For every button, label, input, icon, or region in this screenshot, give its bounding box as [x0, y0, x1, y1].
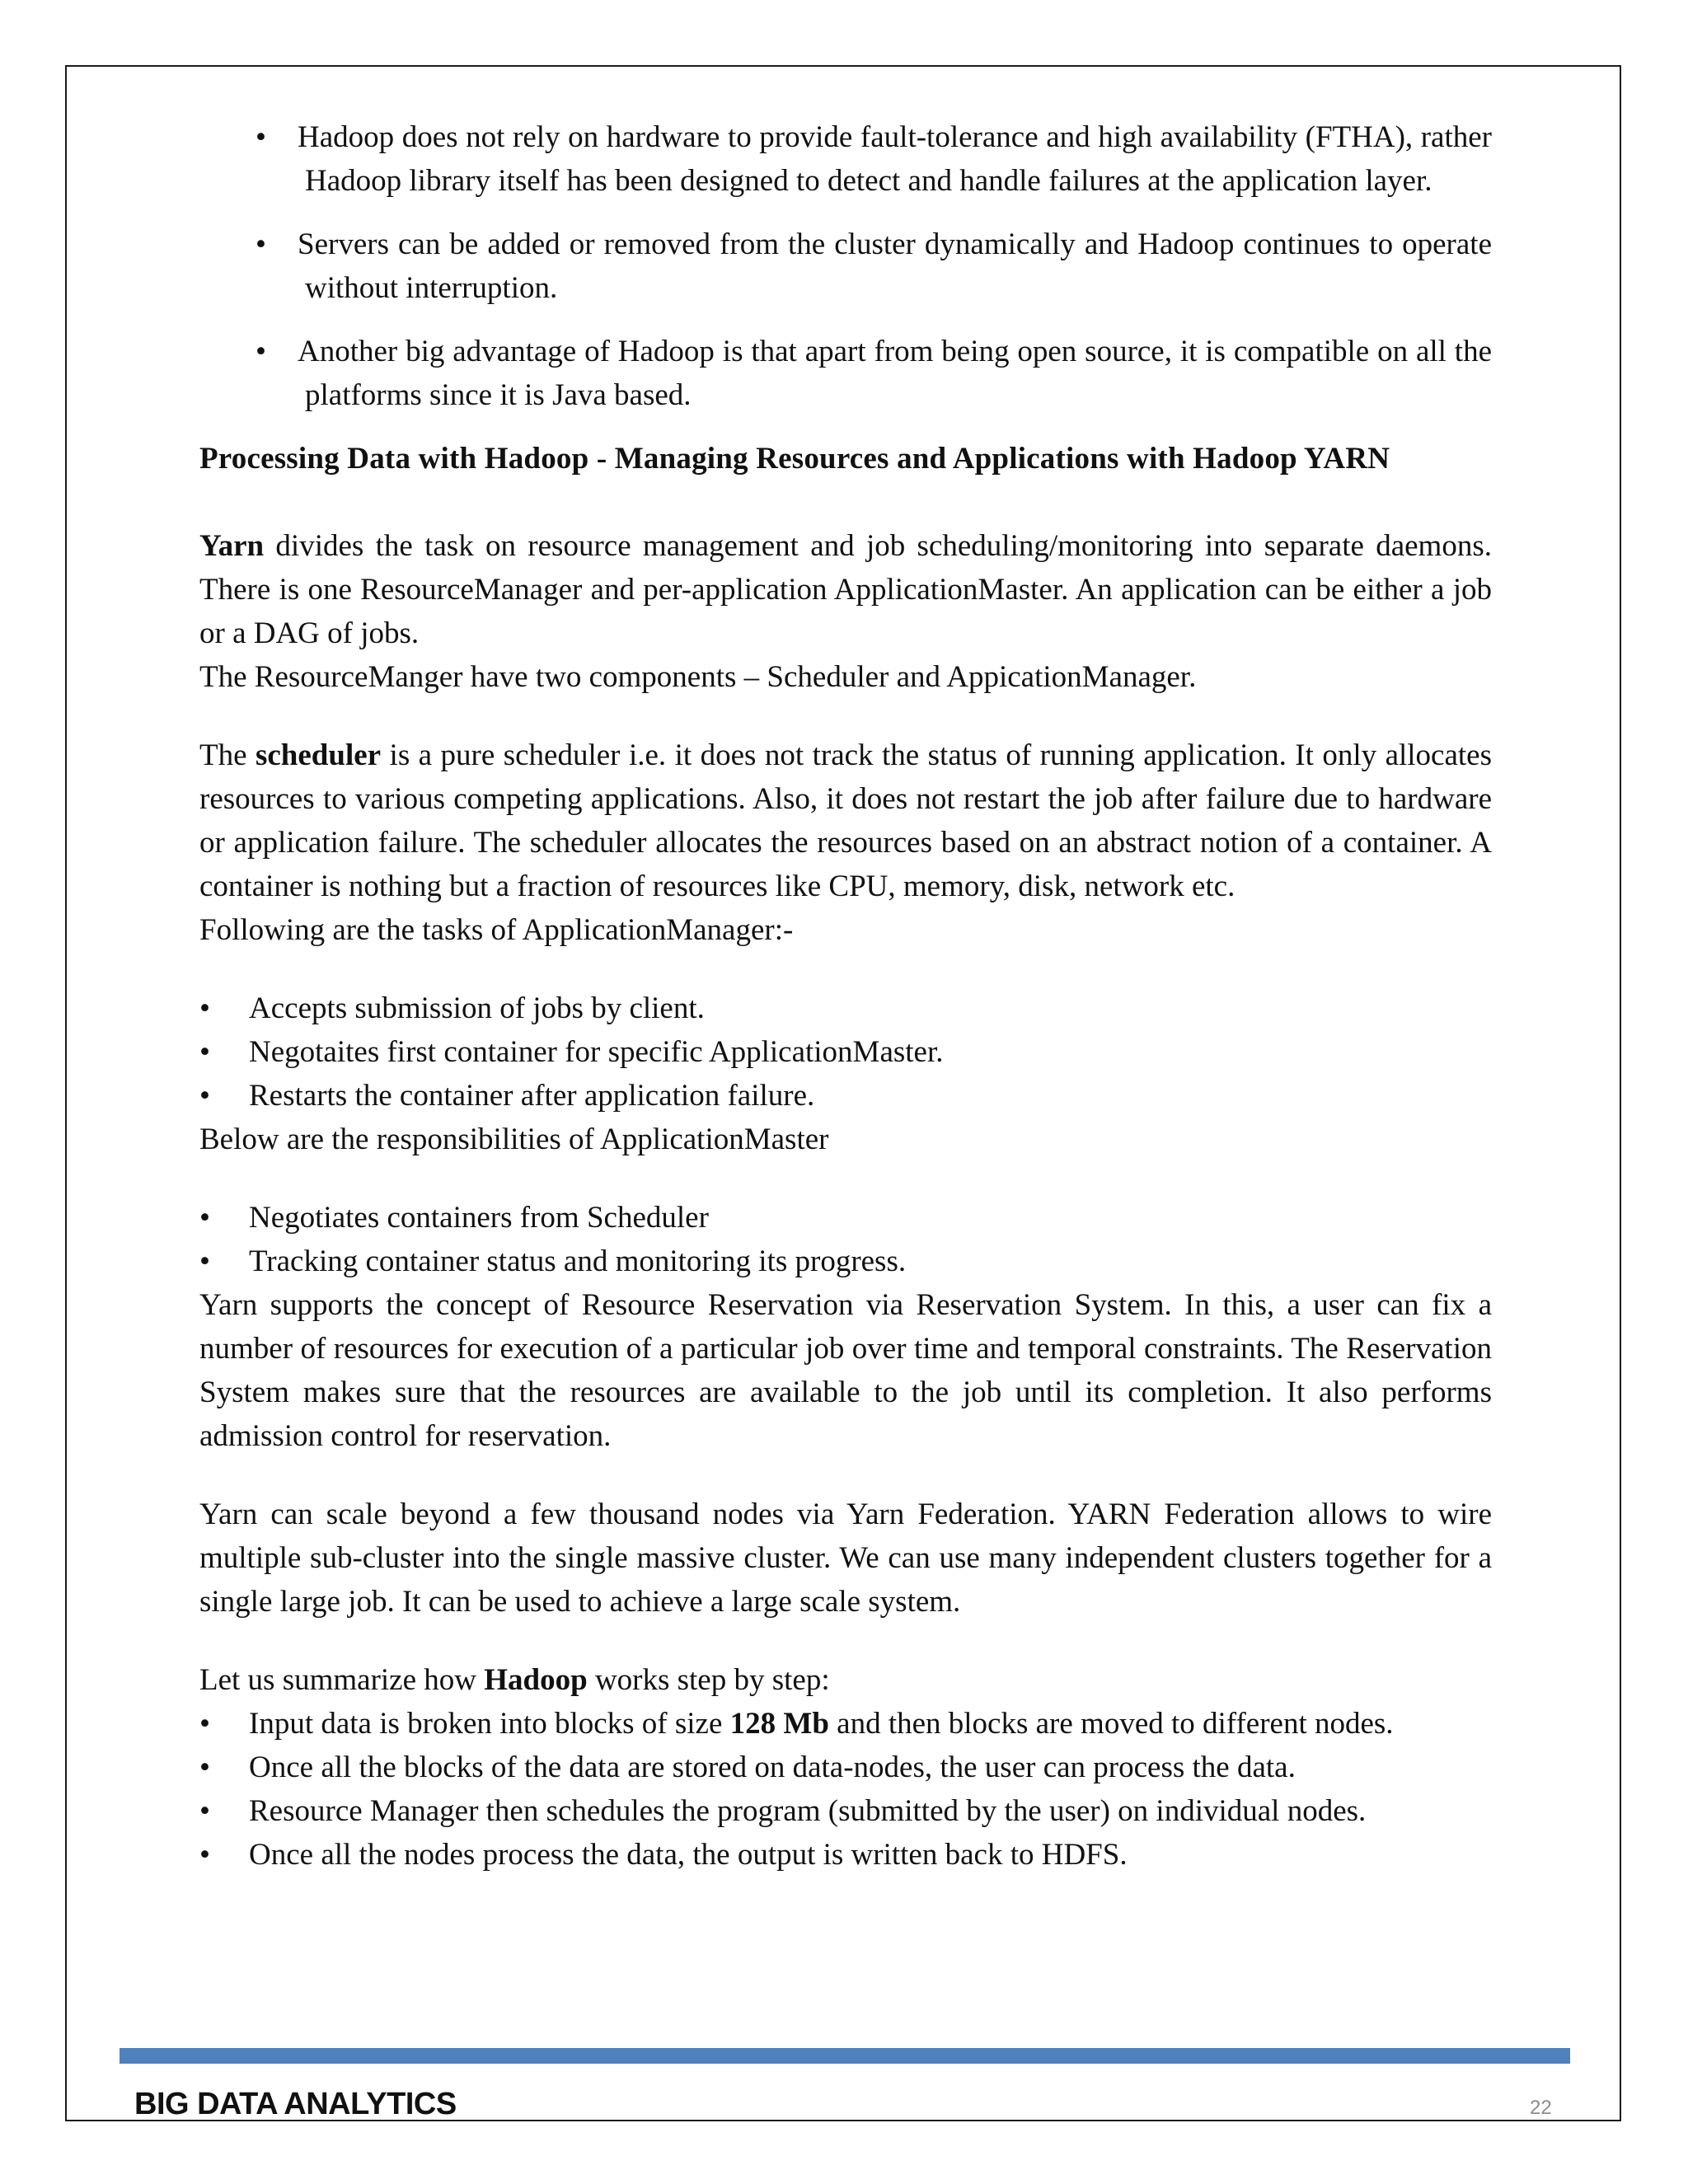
yarn-term: Yarn: [199, 529, 265, 563]
bullet-icon: •: [199, 1838, 210, 1872]
bullet-icon: •: [199, 1794, 210, 1828]
list-item-text: Another big advantage of Hadoop is that apart from being open source, it is compatible on all the platforms since it is Java based.: [298, 335, 1492, 412]
app-master-task-list: [199, 1196, 1492, 1283]
reservation-paragraph: Yarn supports the concept of Resource Reservation via Reservation System. In this, a user can fix a number of resources for execution of a particular job over time and temporal constraints. The Reservation System makes sure that the resources are available to the job until its completion. It also performs admission control for reservation.: [199, 1288, 1492, 1453]
list-item: [199, 1789, 1492, 1833]
summary-intro: [199, 1658, 1492, 1702]
scheduler-paragraph: [199, 733, 1492, 908]
list-item-text: Tracking container status and monitoring its progress.: [249, 1244, 907, 1278]
list-item-text: Accepts submission of jobs by client.: [249, 991, 705, 1025]
scheduler-prefix: The: [199, 738, 256, 772]
list-item-text: Hadoop does not rely on hardware to provide fault-tolerance and high availability (FTHA), rather Hadoop library itself has been designed to detect and handle failures at the application layer.: [298, 120, 1492, 198]
list-item-text: Once all the blocks of the data are stored on data-nodes, the user can process the data.: [249, 1750, 1296, 1784]
hadoop-term: Hadoop: [484, 1663, 588, 1697]
step-suffix: and then blocks are moved to different nodes.: [828, 1707, 1394, 1741]
list-item-text: Negotiates containers from Scheduler: [249, 1201, 709, 1235]
yarn-intro-text: divides the task on resource management and job scheduling/monitoring into separate daemons. There is one ResourceManager and per-application ApplicationMaster. An application can be either a job or a DAG of jobs.: [199, 529, 1492, 650]
page-number: 22: [1530, 2097, 1552, 2119]
app-manager-task-list: [199, 987, 1492, 1118]
app-master-intro: Below are the responsibilities of ApplicationMaster: [199, 1122, 829, 1156]
list-item-text: Once all the nodes process the data, the output is written back to HDFS.: [249, 1838, 1128, 1872]
list-item-text: Resource Manager then schedules the program (submitted by the user) on individual nodes.: [249, 1794, 1367, 1828]
list-item: [199, 115, 1492, 203]
yarn-intro-paragraph: [199, 524, 1492, 655]
summary-intro-suffix: works step by step:: [587, 1663, 830, 1697]
hadoop-steps-list: [199, 1702, 1492, 1877]
resource-manager-line: The ResourceManger have two components – Scheduler and AppicationManager.: [199, 660, 1197, 694]
footer-title: BIG DATA ANALYTICS: [134, 2087, 457, 2121]
footer-rule: [120, 2048, 1570, 2064]
list-item: [199, 1833, 1492, 1877]
bullet-icon: •: [199, 1707, 210, 1741]
list-item: [199, 987, 1492, 1030]
federation-paragraph: Yarn can scale beyond a few thousand nodes via Yarn Federation. YARN Federation allows to wire multiple sub-cluster into the single massive cluster. We can use many independent clusters together for a single large job. It can be used to achieve a large scale system.: [199, 1497, 1492, 1619]
list-item: [199, 1196, 1492, 1240]
bullet-icon: •: [199, 1750, 210, 1784]
list-item: [199, 1030, 1492, 1074]
list-item-text: Restarts the container after application failure.: [249, 1079, 815, 1113]
bullet-icon: •: [256, 335, 266, 368]
hadoop-advantages-list: [199, 115, 1492, 417]
bullet-icon: •: [199, 1201, 210, 1235]
scheduler-text: is a pure scheduler i.e. it does not track the status of running application. It only allocates resources to various competing applications. Also, it does not restart the job after failure due to hardware or application failure. The scheduler allocates the resources based on an abstract notion of a container. A container is nothing but a fraction of resources like CPU, memory, disk, network etc.: [199, 738, 1492, 903]
list-item: [199, 1074, 1492, 1118]
list-item-text: Negotaites first container for specific ApplicationMaster.: [249, 1035, 944, 1069]
section-heading: Processing Data with Hadoop - Managing Resources and Applications with Hadoop YARN: [199, 442, 1390, 476]
summary-intro-prefix: Let us summarize how: [199, 1663, 485, 1697]
app-manager-intro: Following are the tasks of ApplicationManager:-: [199, 913, 794, 947]
bullet-icon: •: [199, 991, 210, 1025]
bullet-icon: •: [199, 1035, 210, 1069]
scheduler-term: scheduler: [255, 738, 382, 772]
list-item: [199, 223, 1492, 310]
list-item: [199, 1702, 1492, 1746]
block-size: 128 Mb: [729, 1707, 829, 1741]
list-item: [199, 1746, 1492, 1789]
step-prefix: Input data is broken into blocks of size: [249, 1707, 730, 1741]
bullet-icon: •: [199, 1244, 210, 1278]
list-item: [199, 1240, 1492, 1283]
bullet-icon: •: [199, 1079, 210, 1113]
bullet-icon: •: [256, 227, 266, 261]
page-content: [199, 115, 1492, 1877]
list-item-text: Servers can be added or removed from the cluster dynamically and Hadoop continues to operate without interruption.: [298, 227, 1492, 305]
list-item: [199, 330, 1492, 417]
bullet-icon: •: [256, 120, 266, 154]
